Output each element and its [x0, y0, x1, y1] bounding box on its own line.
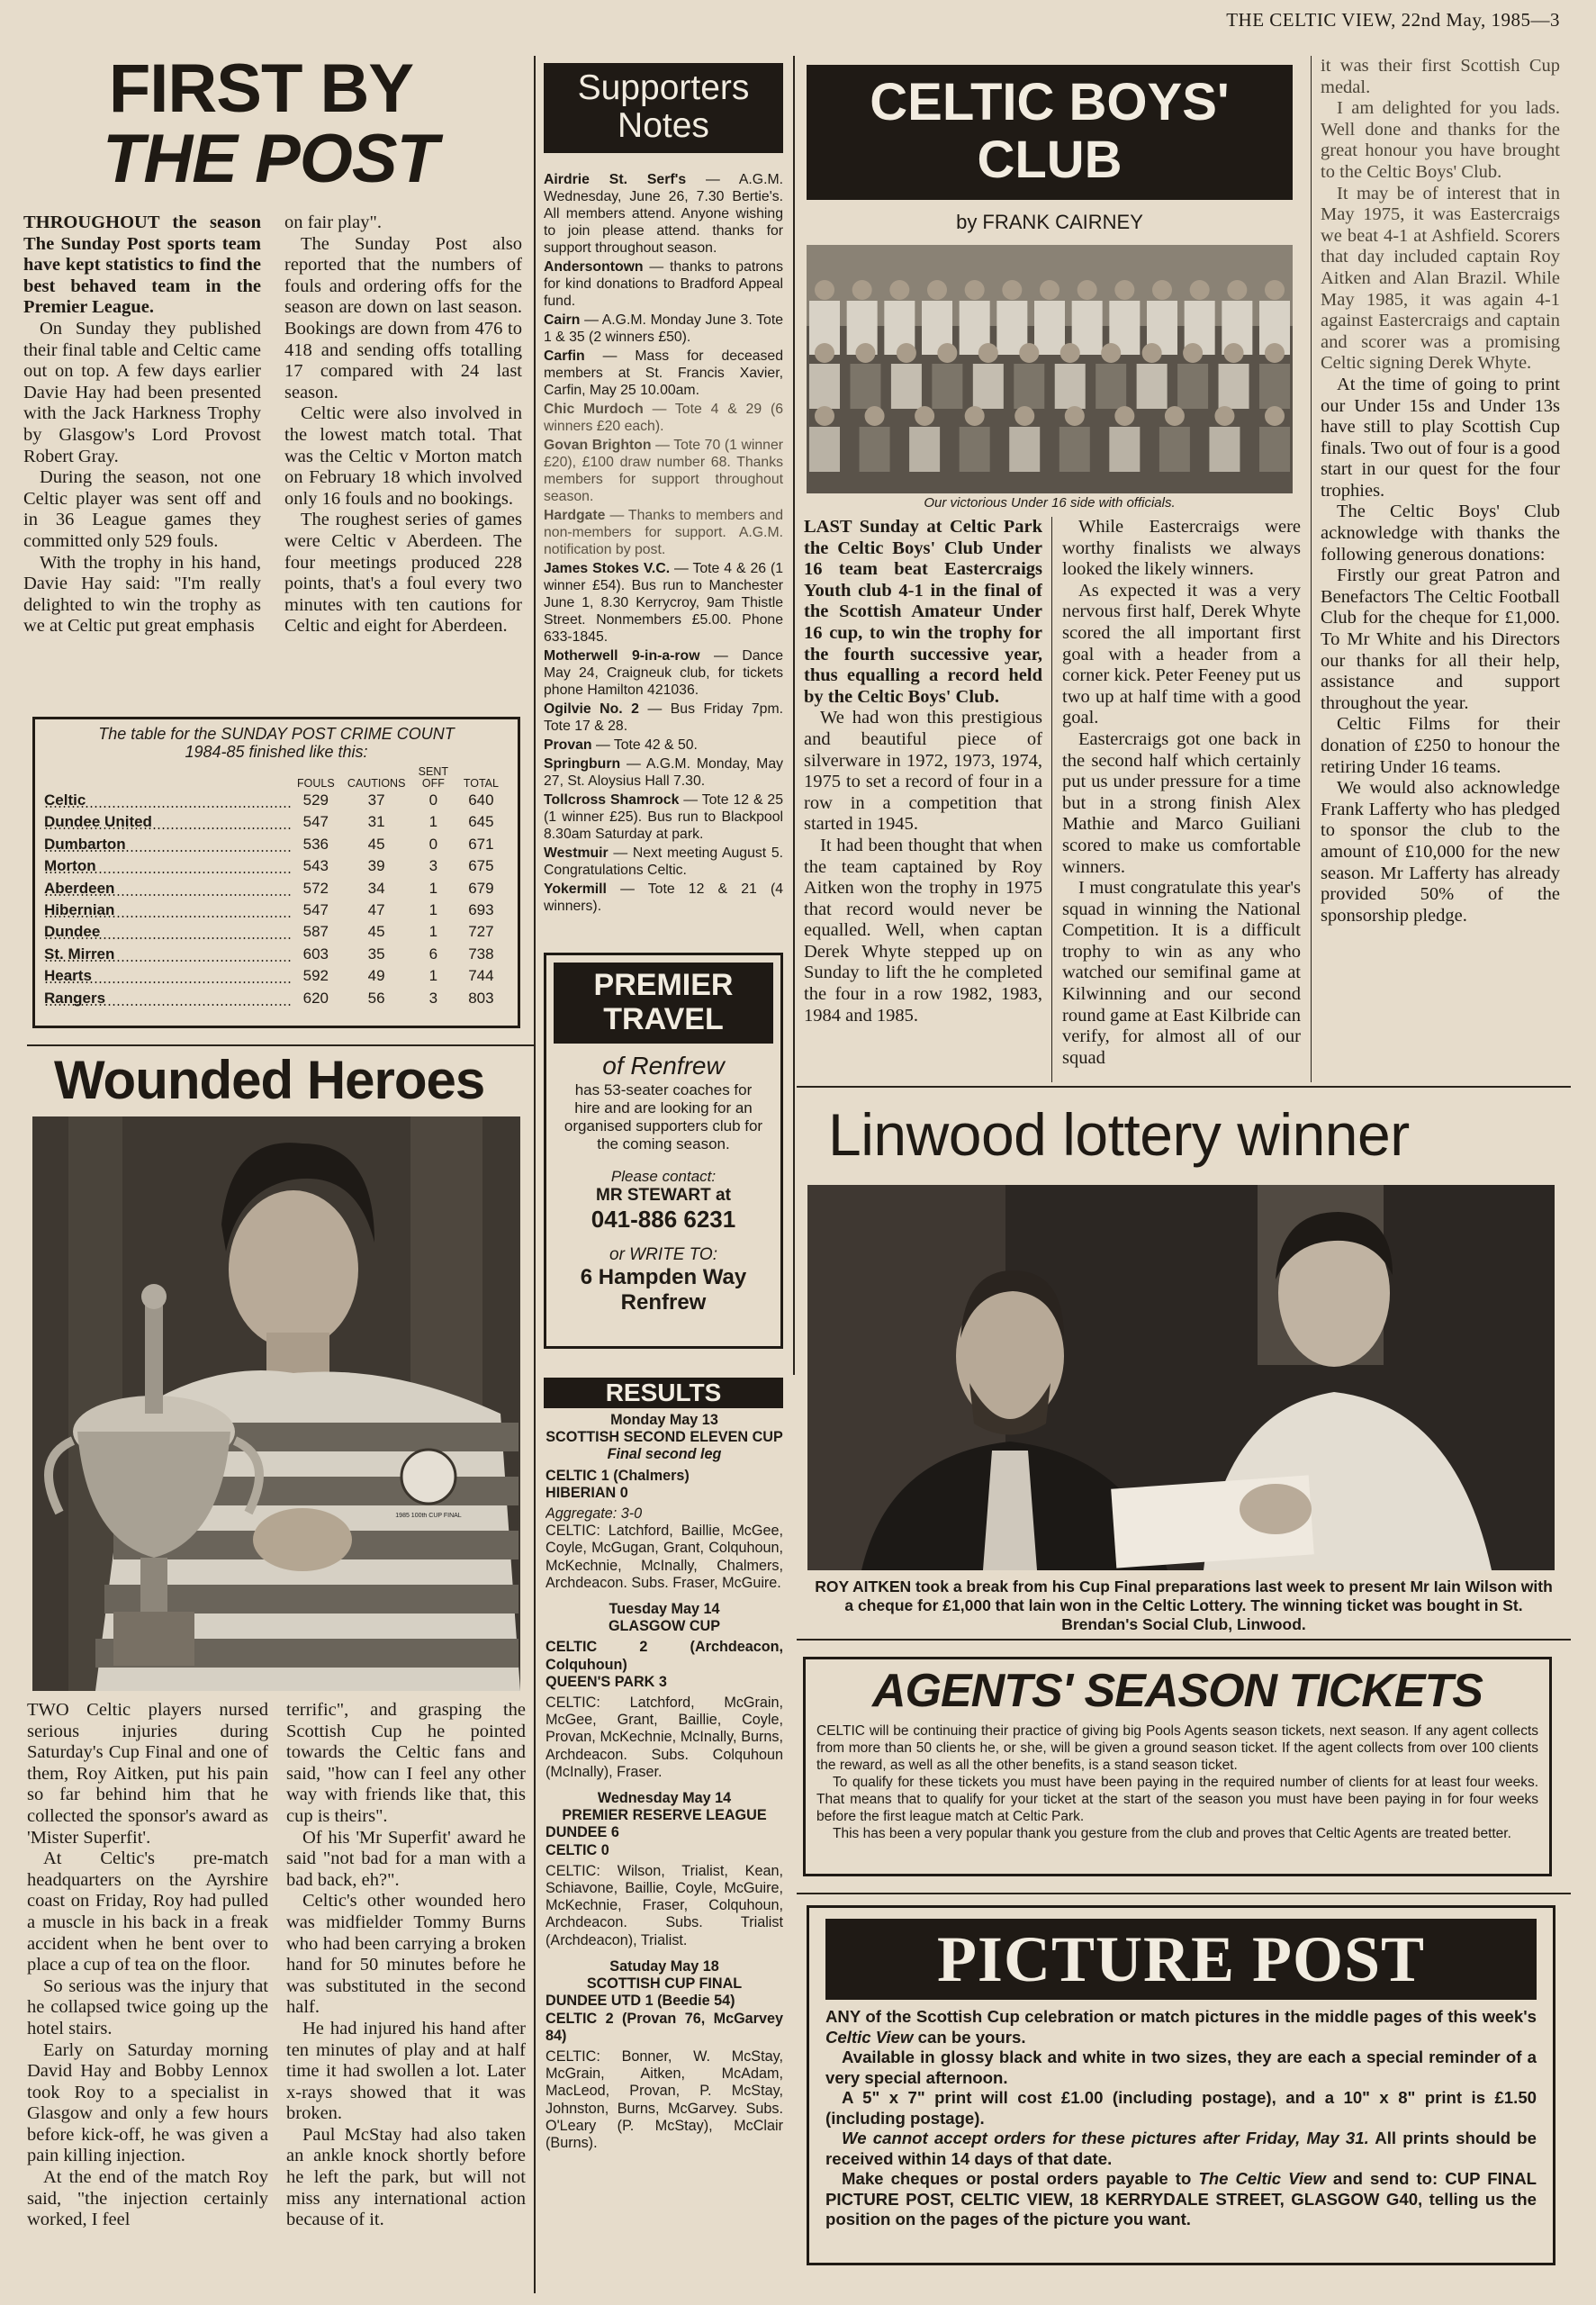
boys-club-heading — [807, 65, 1293, 200]
paragraph: At the end of the match Roy said, "the injection certainly worked, I feel — [27, 2167, 268, 2230]
lead-paragraph: LAST Sunday at Celtic Park the Celtic Boys' Club Under 16 team beat Eastercraigs Youth club 4-1 in the final of the Scottish Amateur Under 16 cup, to win the trophy for the fourth successive year, thus equalling a record held by the Celtic Boys' Club. — [804, 517, 1042, 707]
player-head — [1114, 280, 1134, 300]
player-head — [1224, 343, 1244, 363]
paragraph: The Celtic Boys' Club acknowledge with thanks the following generous donations: — [1321, 502, 1560, 565]
picture-post-paragraph: Available in glossy black and white in two sizes, they are each a special reminder of a very special afternoon. — [825, 2047, 1537, 2087]
roy-aitken-trophy-photo — [32, 1116, 520, 1691]
paragraph: As expected it was a very nervous first half, Derek Whyte scored the all important first goal with a header from a corner kick. Peter Feeney put us two up at half time with a good goal. — [1062, 580, 1301, 728]
player-body — [1055, 364, 1086, 409]
photo-graphic — [807, 1185, 1555, 1570]
sent-off-value: 3 — [428, 989, 438, 1007]
player-body — [1137, 364, 1168, 409]
player-body — [809, 364, 840, 409]
paragraph: on fair play". — [284, 212, 382, 232]
player-body — [973, 364, 1004, 409]
club-name: Carfin — [544, 348, 585, 364]
player-head — [1265, 406, 1285, 426]
note-text: — Thanks to members and non-members for support. A.G.M. notification by post. — [544, 508, 783, 557]
picture-post-paragraph: A 5" x 7" print will cost £1.00 (including postage), and a 10" x 8" print is £1.50 (including postage). — [825, 2088, 1537, 2128]
result-date: Tuesday May 14 — [609, 1601, 720, 1618]
player-head — [1019, 343, 1039, 363]
section-rule — [797, 1893, 1571, 1894]
total-value: 640 — [468, 791, 494, 809]
table-row — [44, 878, 509, 899]
table-row — [44, 988, 509, 1009]
supporters-note — [544, 737, 783, 754]
player-body — [960, 427, 990, 472]
note-text: — Tote 12 & 25 (1 winner £25). Bus run to Blackpool 8.30am Saturday at park. — [544, 792, 783, 842]
col-fouls: FOULS — [296, 777, 335, 790]
player-head — [978, 343, 998, 363]
travel-title-line-2: TRAVEL — [603, 1002, 724, 1036]
col-total: TOTAL — [463, 777, 499, 790]
player-body — [1159, 427, 1190, 472]
paragraph: I must congratulate this year's squad in winning the National Competition. It is a difficult trophy to win as any who watched our semifinal game at Kilwinning and our second round game at East Kilbride can verify, for almost all of our squad — [1062, 878, 1301, 1068]
under16-team-photo — [807, 245, 1293, 493]
paragraph: Early on Saturday morning David Hay and Bobby Lennox took Roy to a specialist in Glasgow and only a few hours before kick-off, he was given a pain killing injection. — [27, 2039, 268, 2166]
player-body — [1177, 364, 1208, 409]
cautions-value: 37 — [367, 791, 385, 809]
team-name: St. Mirren — [44, 944, 292, 965]
boys-col-1 — [804, 517, 1042, 1026]
supporters-note — [544, 791, 783, 843]
sent-off-value: 1 — [428, 813, 438, 831]
agents-title: AGENTS' SEASON TICKETS — [872, 1665, 1483, 1717]
result-team: CELTIC: Latchford, Baillie, McGee, Coyle, McGugan, Grant, Colquhoun, McKechnie, McInally, Chalmers, Archdeacon. Subs. Fraser, McGuire. — [546, 1523, 783, 1591]
supporters-notes-heading — [544, 63, 783, 153]
picture-post-title: PICTURE POST — [825, 1919, 1537, 2000]
result-score: CELTIC 2 (Provan 76, McGarvey 84) — [546, 2010, 783, 2044]
paragraph: It may be of interest that in May 1975, it was Eastercraigs we beat 4-1 at Ashfield. Scorers that day included captain Roy Aitken and Alan Brazil. While May 1985, it was again 4-1 against Eastercraigs and captain and scorer was a promising Celtic signing Derek Whyte. — [1321, 183, 1560, 374]
text: The Celtic View — [1198, 2169, 1326, 2188]
total-value: 727 — [468, 923, 494, 941]
note-text: — thanks to patrons for kind donations to Bradford Appeal fund. — [544, 259, 783, 309]
photo-graphic — [807, 245, 1293, 493]
player-head — [937, 343, 957, 363]
supporters-note — [544, 171, 783, 257]
total-value: 744 — [468, 967, 494, 985]
player-head — [1078, 280, 1097, 300]
player-body — [850, 364, 880, 409]
player-body — [1014, 364, 1044, 409]
travel-contact: Please contact: — [610, 1168, 717, 1185]
wounded-heroes-title: Wounded Heroes — [54, 1050, 485, 1110]
result-note: Final second leg — [607, 1446, 722, 1463]
paragraph: it was their first Scottish Cup medal. — [1321, 56, 1560, 97]
table-caption-2: 1984-85 finished like this: — [185, 743, 368, 761]
cautions-value: 45 — [367, 835, 385, 853]
player-head — [1265, 343, 1285, 363]
sent-off-value: 0 — [428, 835, 438, 853]
club-name: Springburn — [544, 756, 621, 772]
result-score: CELTIC 0 — [546, 1841, 609, 1858]
player-body — [1109, 427, 1140, 472]
travel-phone: 041-886 6231 — [591, 1206, 736, 1233]
crime-count-table — [44, 766, 509, 1009]
sent-off-value: 1 — [428, 879, 438, 897]
player-head — [1114, 406, 1134, 426]
total-value: 645 — [468, 813, 494, 831]
travel-title-line-1: PREMIER — [593, 968, 734, 1002]
note-text: — A.G.M. Wednesday, June 26, 7.30 Bertie's. All members attend. Anyone wishing to join please attend. thanks for support throughout season. — [544, 172, 783, 256]
player-head — [915, 406, 934, 426]
player-head — [889, 280, 909, 300]
player-head — [1265, 280, 1285, 300]
player-head — [1040, 280, 1059, 300]
player-head — [1142, 343, 1162, 363]
page-header: THE CELTIC VIEW, 22nd May, 1985—3 — [1226, 9, 1560, 31]
column-rule — [793, 56, 795, 1375]
sent-off-value: 0 — [428, 791, 438, 809]
player-head — [1152, 280, 1172, 300]
paragraph: Firstly our great Patron and Benefactors The Celtic Football Club for the cheque for £1,000. To Mr White and his Directors our thanks for all their help, assistance and support throughout the year. — [1321, 565, 1560, 713]
team-name: Aberdeen — [44, 878, 292, 899]
club-name: Yokermill — [544, 881, 607, 897]
result-team: CELTIC: Bonner, W. McStay, McGrain, Aitken, McAdam, MacLeod, Provan, P. McStay, Johnston, Burns, McGarvey. Subs. O'Leary (P. McStay), McClair (Burns). — [546, 2047, 783, 2151]
player-head — [865, 406, 885, 426]
travel-body: has 53-seater coaches for hire and are looking for an organised supporters club for the coming season. — [564, 1081, 763, 1152]
boys-col-2 — [1062, 517, 1301, 1069]
sent-off-value: 1 — [428, 967, 438, 985]
note-text: — Tote 4 & 29 (6 winners £20 each). — [544, 402, 783, 434]
paragraph: Celtic Films for their donation of £250 to honour the retiring Under 16 teams. — [1321, 714, 1560, 777]
supporters-note — [544, 437, 783, 505]
agents-paragraph: CELTIC will be continuing their practice of giving big Pools Agents season tickets, next season. If any agent collects from more than 50 clients he, or she, will be given a ground season ticket. If the agent collects from over 100 clients the reward, as well as all the other benefits, is a stand season ticket. — [816, 1723, 1538, 1773]
table-caption-1: The table for the SUNDAY POST CRIME COUNT — [98, 725, 455, 743]
lottery-title: Linwood lottery winner — [828, 1101, 1410, 1168]
photo-caption: Our victorious Under 16 side with officials. — [924, 495, 1176, 511]
paragraph: The Sunday Post also reported that the numbers of fouls and ordering offs for the season are down on last season. Bookings are down from 476 to 418 and sending offs totalling 17 compared with 24 last season. — [284, 233, 522, 402]
paragraph: On Sunday they published their final table and Celtic came out on top. A few days earlier Davie Hay had been presented with the Jack Harkness Trophy by Glasgow's Lord Provost Robert Gray. — [23, 318, 261, 466]
player-head — [1183, 343, 1203, 363]
total-value: 671 — [468, 835, 494, 853]
supporters-note — [544, 701, 783, 735]
table-row — [44, 899, 509, 921]
col-cautions: CAUTIONS — [347, 777, 406, 790]
paragraph: At the time of going to print our Under 15s and Under 13s have still to play Scottish Cup finals. Two out of four is a good start in our quest for the four trophies. — [1321, 374, 1560, 501]
team-name: Dundee — [44, 921, 292, 943]
note-text: — Next meeting August 5. Congratulations Celtic. — [544, 845, 783, 878]
team-name: Hibernian — [44, 899, 292, 921]
result-score: DUNDEE UTD 1 (Beedie 54) — [546, 1993, 735, 2010]
cautions-value: 35 — [367, 945, 385, 963]
column-rule — [534, 56, 536, 2293]
paragraph: Of his 'Mr Superfit' award he said "not bad for a man with a bad back, eh?". — [286, 1827, 526, 1890]
table-row — [44, 965, 509, 987]
supporters-note — [544, 401, 783, 435]
picture-post-paragraph — [825, 2129, 1537, 2169]
paragraph: Eastercraigs got one back in the second half which certainly put us under pressure for a time but in a strong finish Alex Mathie and Marco Guiliani scored to make us comfortable winners. — [1062, 728, 1301, 877]
result-competition: PREMIER RESERVE LEAGUE — [562, 1807, 767, 1824]
team-name: Dumbarton — [44, 834, 292, 855]
club-name: Motherwell 9-in-a-row — [544, 648, 700, 664]
agents-box — [803, 1657, 1552, 1876]
cautions-value: 34 — [367, 879, 385, 897]
paragraph: terrific", and grasping the Scottish Cup he pointed towards the Celtic fans and said, "how can I feel any other way with friends like that, this cup is theirs". — [286, 1700, 526, 1826]
team-name: Morton — [44, 855, 292, 877]
paragraph: While Eastercraigs were worthy finalists we always looked the likely winners. — [1062, 517, 1301, 580]
cautions-value: 49 — [367, 967, 385, 985]
supporters-note — [544, 507, 783, 558]
player-head — [1165, 406, 1185, 426]
fouls-value: 547 — [302, 901, 329, 919]
total-value: 693 — [468, 901, 494, 919]
text: All prints should be received within 14 days of that date. — [825, 2129, 1537, 2168]
fouls-value: 529 — [302, 791, 329, 809]
player-body — [891, 364, 922, 409]
col-sent-off: SENT OFF — [418, 765, 449, 790]
supporters-note — [544, 560, 783, 646]
wounded-col-2 — [286, 1700, 526, 2231]
sent-off-value: 3 — [428, 857, 438, 875]
player-body — [809, 427, 840, 472]
lead-paragraph: THROUGHOUT the season The Sunday Post sports team have kept statistics to find the best behaved team in the Premier League. — [23, 212, 261, 318]
fouls-value: 536 — [302, 835, 329, 853]
note-text: — A.G.M. Monday June 3. Tote 1 & 35 (2 winners £50). — [544, 312, 783, 345]
supporters-note — [544, 881, 783, 915]
note-text: — Tote 12 & 21 (4 winners). — [544, 881, 783, 914]
results-heading: RESULTS — [544, 1378, 783, 1408]
cautions-value: 56 — [367, 989, 385, 1007]
fouls-value: 587 — [302, 923, 329, 941]
section-rule — [797, 1639, 1571, 1641]
team-name: Rangers — [44, 988, 292, 1009]
note-text: — Tote 42 & 50. — [591, 737, 698, 753]
player-head — [1014, 406, 1034, 426]
player-head — [852, 280, 872, 300]
cautions-value: 47 — [367, 901, 385, 919]
player-head — [815, 343, 834, 363]
player-body — [1219, 364, 1249, 409]
result-score: QUEEN'S PARK 3 — [546, 1673, 667, 1690]
player-head — [1002, 280, 1022, 300]
total-value: 675 — [468, 857, 494, 875]
travel-title-box — [554, 963, 773, 1044]
sent-off-value: 1 — [428, 923, 438, 941]
picture-post-paragraph — [825, 2007, 1537, 2047]
paragraph: We would also acknowledge Frank Lafferty who has pledged to sponsor the club to the amount of £10,000 for the new season. Mr Lafferty has already provided 50% of the sponsorship pledge. — [1321, 778, 1560, 926]
result-score: CELTIC 2 (Archdeacon, Colquhoun) — [546, 1639, 783, 1673]
paragraph: With the trophy in his hand, Davie Hay said: "I'm really delighted to win the trophy as we at Celtic put great emphasis — [23, 552, 261, 637]
player-body — [1034, 301, 1065, 355]
player-body — [860, 427, 890, 472]
travel-address-2: Renfrew — [620, 1290, 707, 1315]
result-score: HIBERIAN 0 — [546, 1484, 628, 1501]
column-rule — [1051, 517, 1052, 1082]
player-head — [815, 280, 834, 300]
club-name: Airdrie St. Serf's — [544, 172, 687, 187]
travel-write: or WRITE TO: — [609, 1245, 717, 1264]
result-team: CELTIC: Latchford, McGrain, McGee, Grant, Baillie, Coyle, Provan, McKechnie, McInally, Burns, Archdeacon. Subs. Colquhoun (McInally), Fraser. — [546, 1695, 783, 1780]
agents-paragraph: To qualify for these tickets you must have been paying in the required number of clients for at least four weeks. That means that to qualify for your ticket at the start of the season you must have been paying in for four weeks before the first league match at Celtic Park. — [816, 1775, 1538, 1824]
player-head — [1060, 343, 1080, 363]
player-body — [1059, 427, 1090, 472]
player-head — [1227, 280, 1247, 300]
club-name: Hardgate — [544, 508, 606, 523]
note-text: — Bus Friday 7pm. Tote 17 & 28. — [544, 701, 783, 734]
result-date: Monday May 13 — [610, 1412, 718, 1428]
picture-post-paragraph — [825, 2169, 1537, 2230]
agents-paragraph: This has been a very popular thank you gesture from the club and proves that Celtic Agents are treated better. — [833, 1826, 1511, 1841]
note-text: — Mass for deceased members at St. Francis Xavier, Carfin, May 25 10.00am. — [544, 348, 783, 398]
table-row — [44, 790, 509, 811]
result-competition: GLASGOW CUP — [608, 1618, 721, 1635]
table-body — [44, 790, 509, 1009]
club-name: Govan Brighton — [544, 438, 652, 453]
player-body — [1096, 364, 1126, 409]
text: We cannot accept orders for these pictures after Friday, May 31. — [842, 2129, 1369, 2147]
shirt-text: 1985 100th CUP FINAL — [395, 1513, 462, 1519]
fouls-value: 547 — [302, 813, 329, 831]
total-value: 738 — [468, 945, 494, 963]
table-row — [44, 834, 509, 855]
title-line-1: FIRST BY — [108, 54, 414, 127]
first-post-col-2 — [284, 212, 522, 637]
paragraph: Celtic's other wounded hero was midfielder Tommy Burns who had been carrying a broken hand for 50 minutes before he was substituted in the second half. — [286, 1891, 526, 2018]
boys-byline: by FRANK CAIRNEY — [956, 211, 1143, 233]
paragraph: I am delighted for you lads. Well done and thanks for the great honour you have brought to the Celtic Boys' Club. — [1321, 98, 1560, 182]
player-body — [1259, 427, 1290, 472]
text: Make cheques or postal orders payable to — [842, 2169, 1199, 2188]
heading-line-1: Supporters — [577, 68, 750, 107]
fouls-value: 620 — [302, 989, 329, 1007]
supporters-note — [544, 258, 783, 310]
first-by-post-title — [36, 54, 513, 194]
table-row — [44, 811, 509, 833]
paragraph: The roughest series of games were Celtic v Aberdeen. The four meetings produced 228 points, that's a foul every two minutes with ten cautions for Celtic and eight for Aberdeen. — [284, 510, 522, 637]
table-row — [44, 921, 509, 943]
paragraph: During the season, not one Celtic player was sent off and in 36 League games they committed only 529 fouls. — [23, 467, 261, 551]
player-head — [897, 343, 916, 363]
text: and send to: CUP FINAL PICTURE POST, CELTIC VIEW, 18 KERRYDALE STREET, GLASGOW G40, telling us the position on the pages of the picture you want. — [825, 2169, 1537, 2228]
note-text: — Dance May 24, Craigneuk club, for tickets phone Hamilton 421036. — [544, 648, 783, 698]
title-line-2: THE POST — [102, 121, 438, 194]
first-post-col-1 — [23, 212, 261, 637]
fouls-value: 572 — [302, 879, 329, 897]
club-name: Westmuir — [544, 845, 609, 861]
paragraph: At Celtic's pre-match headquarters on the Ayrshire coast on Friday, Roy had pulled a muscle in his back in a freak accident when he bent over to place a cup of tea on the floor. — [27, 1849, 268, 1975]
supporters-notes-list — [544, 171, 783, 954]
total-value: 803 — [468, 989, 494, 1007]
supporters-note — [544, 755, 783, 790]
table-row — [44, 944, 509, 965]
result-score: DUNDEE 6 — [546, 1824, 619, 1841]
crime-count-box — [32, 717, 520, 1028]
player-head — [965, 406, 985, 426]
club-name: Ogilvie No. 2 — [544, 701, 639, 717]
player-head — [927, 280, 947, 300]
supporters-note — [544, 647, 783, 699]
cautions-value: 45 — [367, 923, 385, 941]
col-team — [44, 766, 292, 790]
paragraph: He had injured his hand after ten minutes of play and at half time it had swollen a lot. Later x-rays showed that it was broken. — [286, 2018, 526, 2124]
fouls-value: 592 — [302, 967, 329, 985]
photo-graphic — [32, 1116, 520, 1691]
paragraph: Celtic were also involved in the lowest match total. That was the Celtic v Morton match on February 18 which involved only 16 fouls and no bookings. — [284, 403, 522, 509]
club-name: James Stokes V.C. — [544, 561, 671, 576]
result-date: Wednesday May 14 — [597, 1790, 732, 1807]
player-body — [1259, 364, 1290, 409]
supporters-note — [544, 312, 783, 346]
table-row — [44, 855, 509, 877]
team-name: Celtic — [44, 790, 292, 811]
lottery-photo — [807, 1185, 1555, 1570]
result-score: CELTIC 1 (Chalmers) — [546, 1467, 690, 1484]
player-head — [1214, 406, 1234, 426]
player-body — [1009, 427, 1040, 472]
player-head — [815, 406, 834, 426]
team-name: Dundee United — [44, 811, 292, 833]
result-competition: SCOTTISH SECOND ELEVEN CUP — [546, 1429, 783, 1446]
result-team: CELTIC: Wilson, Trialist, Kean, Schiavone, Baillie, Coyle, McGuire, McKechnie, Fraser, Colquhoun, Archdeacon. Subs. Trialist (Archdeacon), Trialist. — [546, 1862, 783, 1948]
club-name: Cairn — [544, 312, 581, 328]
player-head — [965, 280, 985, 300]
results-list — [546, 1412, 783, 2296]
club-name: Andersontown — [544, 259, 644, 275]
result-aggregate: Aggregate: 3-0 — [546, 1505, 643, 1523]
player-body — [932, 364, 962, 409]
paragraph: It had been thought that when the team captained by Roy Aitken won the trophy in 1975 that record would never be equalled. Well, when captan Derek Whyte stepped up on Sunday to lift the he completed the four in a row 1982, 1983, 1984 and 1985. — [804, 835, 1042, 1026]
player-head — [1190, 280, 1210, 300]
wounded-col-1 — [27, 1700, 268, 2231]
section-rule — [797, 1086, 1571, 1088]
club-name: Tollcross Shamrock — [544, 792, 680, 808]
player-head — [1065, 406, 1085, 426]
travel-address-1: 6 Hampden Way — [580, 1265, 747, 1289]
player-body — [909, 427, 940, 472]
total-value: 679 — [468, 879, 494, 897]
heading-line-2: Notes — [618, 106, 709, 145]
heading-line-1: CELTIC BOYS' — [870, 73, 1230, 131]
column-rule — [1311, 56, 1312, 1082]
lottery-caption: ROY AITKEN took a break from his Cup Final preparations last week to present Mr Iain Wilson with a cheque for £1,000 that lain won in the Celtic Lottery. The winning ticket was bought in St. Brendan's Social Club, Linwood. — [815, 1577, 1553, 1633]
fouls-value: 603 — [302, 945, 329, 963]
player-head — [1101, 343, 1121, 363]
supporters-note — [544, 348, 783, 399]
note-text: — Tote 4 & 26 (1 winner £54). Bus run to Manchester June 1, 8.30 Kerrycroy, 9am Thistle Street. Nonmembers £5.00. Phone 633-1845. — [544, 561, 783, 645]
boys-col-3 — [1321, 56, 1560, 927]
text: Celtic View — [825, 2027, 914, 2047]
text: ANY of the Scottish Cup celebration or match pictures in the middle pages of this week's — [825, 2007, 1537, 2026]
paragraph: We had won this prestigious and beautiful piece of silverware in 1972, 1973, 1974, 1975 to set a record of four in a row in a competition that started in 1945. — [804, 708, 1042, 835]
sent-off-value: 1 — [428, 901, 438, 919]
text: can be yours. — [913, 2027, 1026, 2047]
cautions-value: 31 — [367, 813, 385, 831]
note-text: — Tote 70 (1 winner £20), £100 draw number 68. Thanks members for support throughout season. — [544, 438, 783, 504]
club-name: Chic Murdoch — [544, 402, 644, 417]
fouls-value: 543 — [302, 857, 329, 875]
player-body — [1209, 427, 1240, 472]
paragraph: TWO Celtic players nursed serious injuries during Saturday's Cup Final and one of them, Roy Aitken, put his pain so far behind him that he collected the sponsor's award as 'Mister Superfit'. — [27, 1700, 268, 1848]
note-text: — A.G.M. Monday, May 27, St. Aloysius Hall 7.30. — [544, 756, 783, 789]
sent-off-value: 6 — [428, 945, 438, 963]
premier-travel-ad — [544, 953, 783, 1349]
supporters-note — [544, 845, 783, 879]
picture-post-box — [807, 1905, 1555, 2265]
team-name: Hearts — [44, 965, 292, 987]
paragraph: So serious was the injury that he collapsed twice going up the hotel stairs. — [27, 1975, 268, 2038]
result-competition: SCOTTISH CUP FINAL — [586, 1975, 743, 1993]
paragraph: Paul McStay had also taken an ankle knock shortly before he left the park, but will not miss any international action because of it. — [286, 2124, 526, 2230]
heading-line-2: CLUB — [977, 131, 1123, 189]
club-name: Provan — [544, 737, 592, 753]
result-date: Satuday May 18 — [609, 1957, 719, 1975]
cautions-value: 39 — [367, 857, 385, 875]
travel-of: of Renfrew — [602, 1052, 725, 1080]
travel-name: MR STEWART at — [596, 1186, 731, 1205]
player-head — [855, 343, 875, 363]
